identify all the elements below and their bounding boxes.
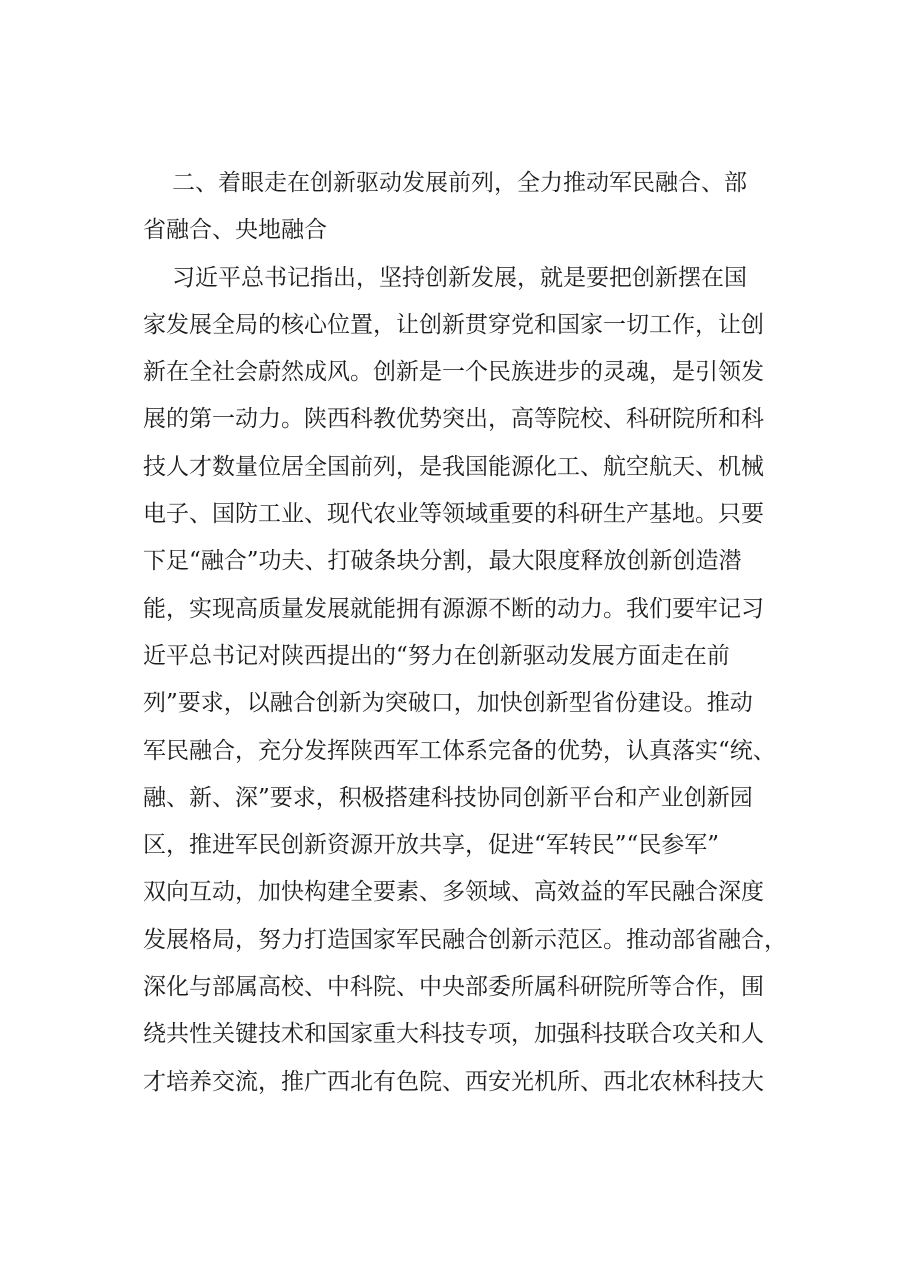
paragraph-line: 能，实现高质量发展就能拥有源源不断的动力。我们要牢记习 [143, 595, 764, 622]
heading-line-1: 二、着眼走在创新驱动发展前列，全力推动军民融合、部 [172, 170, 747, 196]
paragraph-line: 双向互动，加快构建全要素、多领域、高效益的军民融合深度 [143, 879, 764, 906]
paragraph-line: 绕共性关键技术和国家重大科技专项，加强科技联合攻关和人 [143, 1021, 764, 1048]
document-body [143, 160, 832, 1106]
paragraph-line: 区，推进军民创新资源开放共享，促进“军转民”“民参军” [143, 832, 720, 859]
paragraph-line: 家发展全局的核心位置，让创新贯穿党和国家一切工作，让创 [143, 311, 764, 338]
paragraph-line: 才培养交流，推广西北有色院、西安光机所、西北农林科技大 [143, 1068, 764, 1095]
paragraph-line: 军民融合，充分发挥陕西军工体系完备的优势，认真落实“统、 [143, 737, 776, 764]
paragraph-line: 发展格局，努力打造国家军民融合创新示范区。推动部省融合， [143, 926, 787, 953]
section-heading [143, 160, 832, 255]
paragraph-line: 下足“融合”功夫、打破条块分割，最大限度释放创新创造潜 [143, 548, 742, 575]
heading-line-2: 省融合、央地融合 [143, 217, 327, 244]
paragraph-line: 电子、国防工业、现代农业等领域重要的科研生产基地。只要 [143, 501, 764, 528]
paragraph-line: 近平总书记对陕西提出的“努力在创新驱动发展方面走在前 [143, 642, 730, 669]
body-paragraph [143, 255, 832, 1106]
paragraph-line: 列”要求，以融合创新为突破口，加快创新型省份建设。推动 [143, 690, 753, 717]
paragraph-line: 习近平总书记指出，坚持创新发展，就是要把创新摆在国 [172, 264, 747, 291]
paragraph-line: 技人才数量位居全国前列，是我国能源化工、航空航天、机械 [143, 453, 764, 480]
paragraph-line: 展的第一动力。陕西科教优势突出，高等院校、科研院所和科 [143, 406, 764, 433]
paragraph-line: 新在全社会蔚然成风。创新是一个民族进步的灵魂，是引领发 [143, 359, 764, 386]
paragraph-line: 融、新、深”要求，积极搭建科技协同创新平台和产业创新园 [143, 784, 753, 811]
paragraph-line: 深化与部属高校、中科院、中央部委所属科研院所等合作，围 [143, 974, 764, 1001]
